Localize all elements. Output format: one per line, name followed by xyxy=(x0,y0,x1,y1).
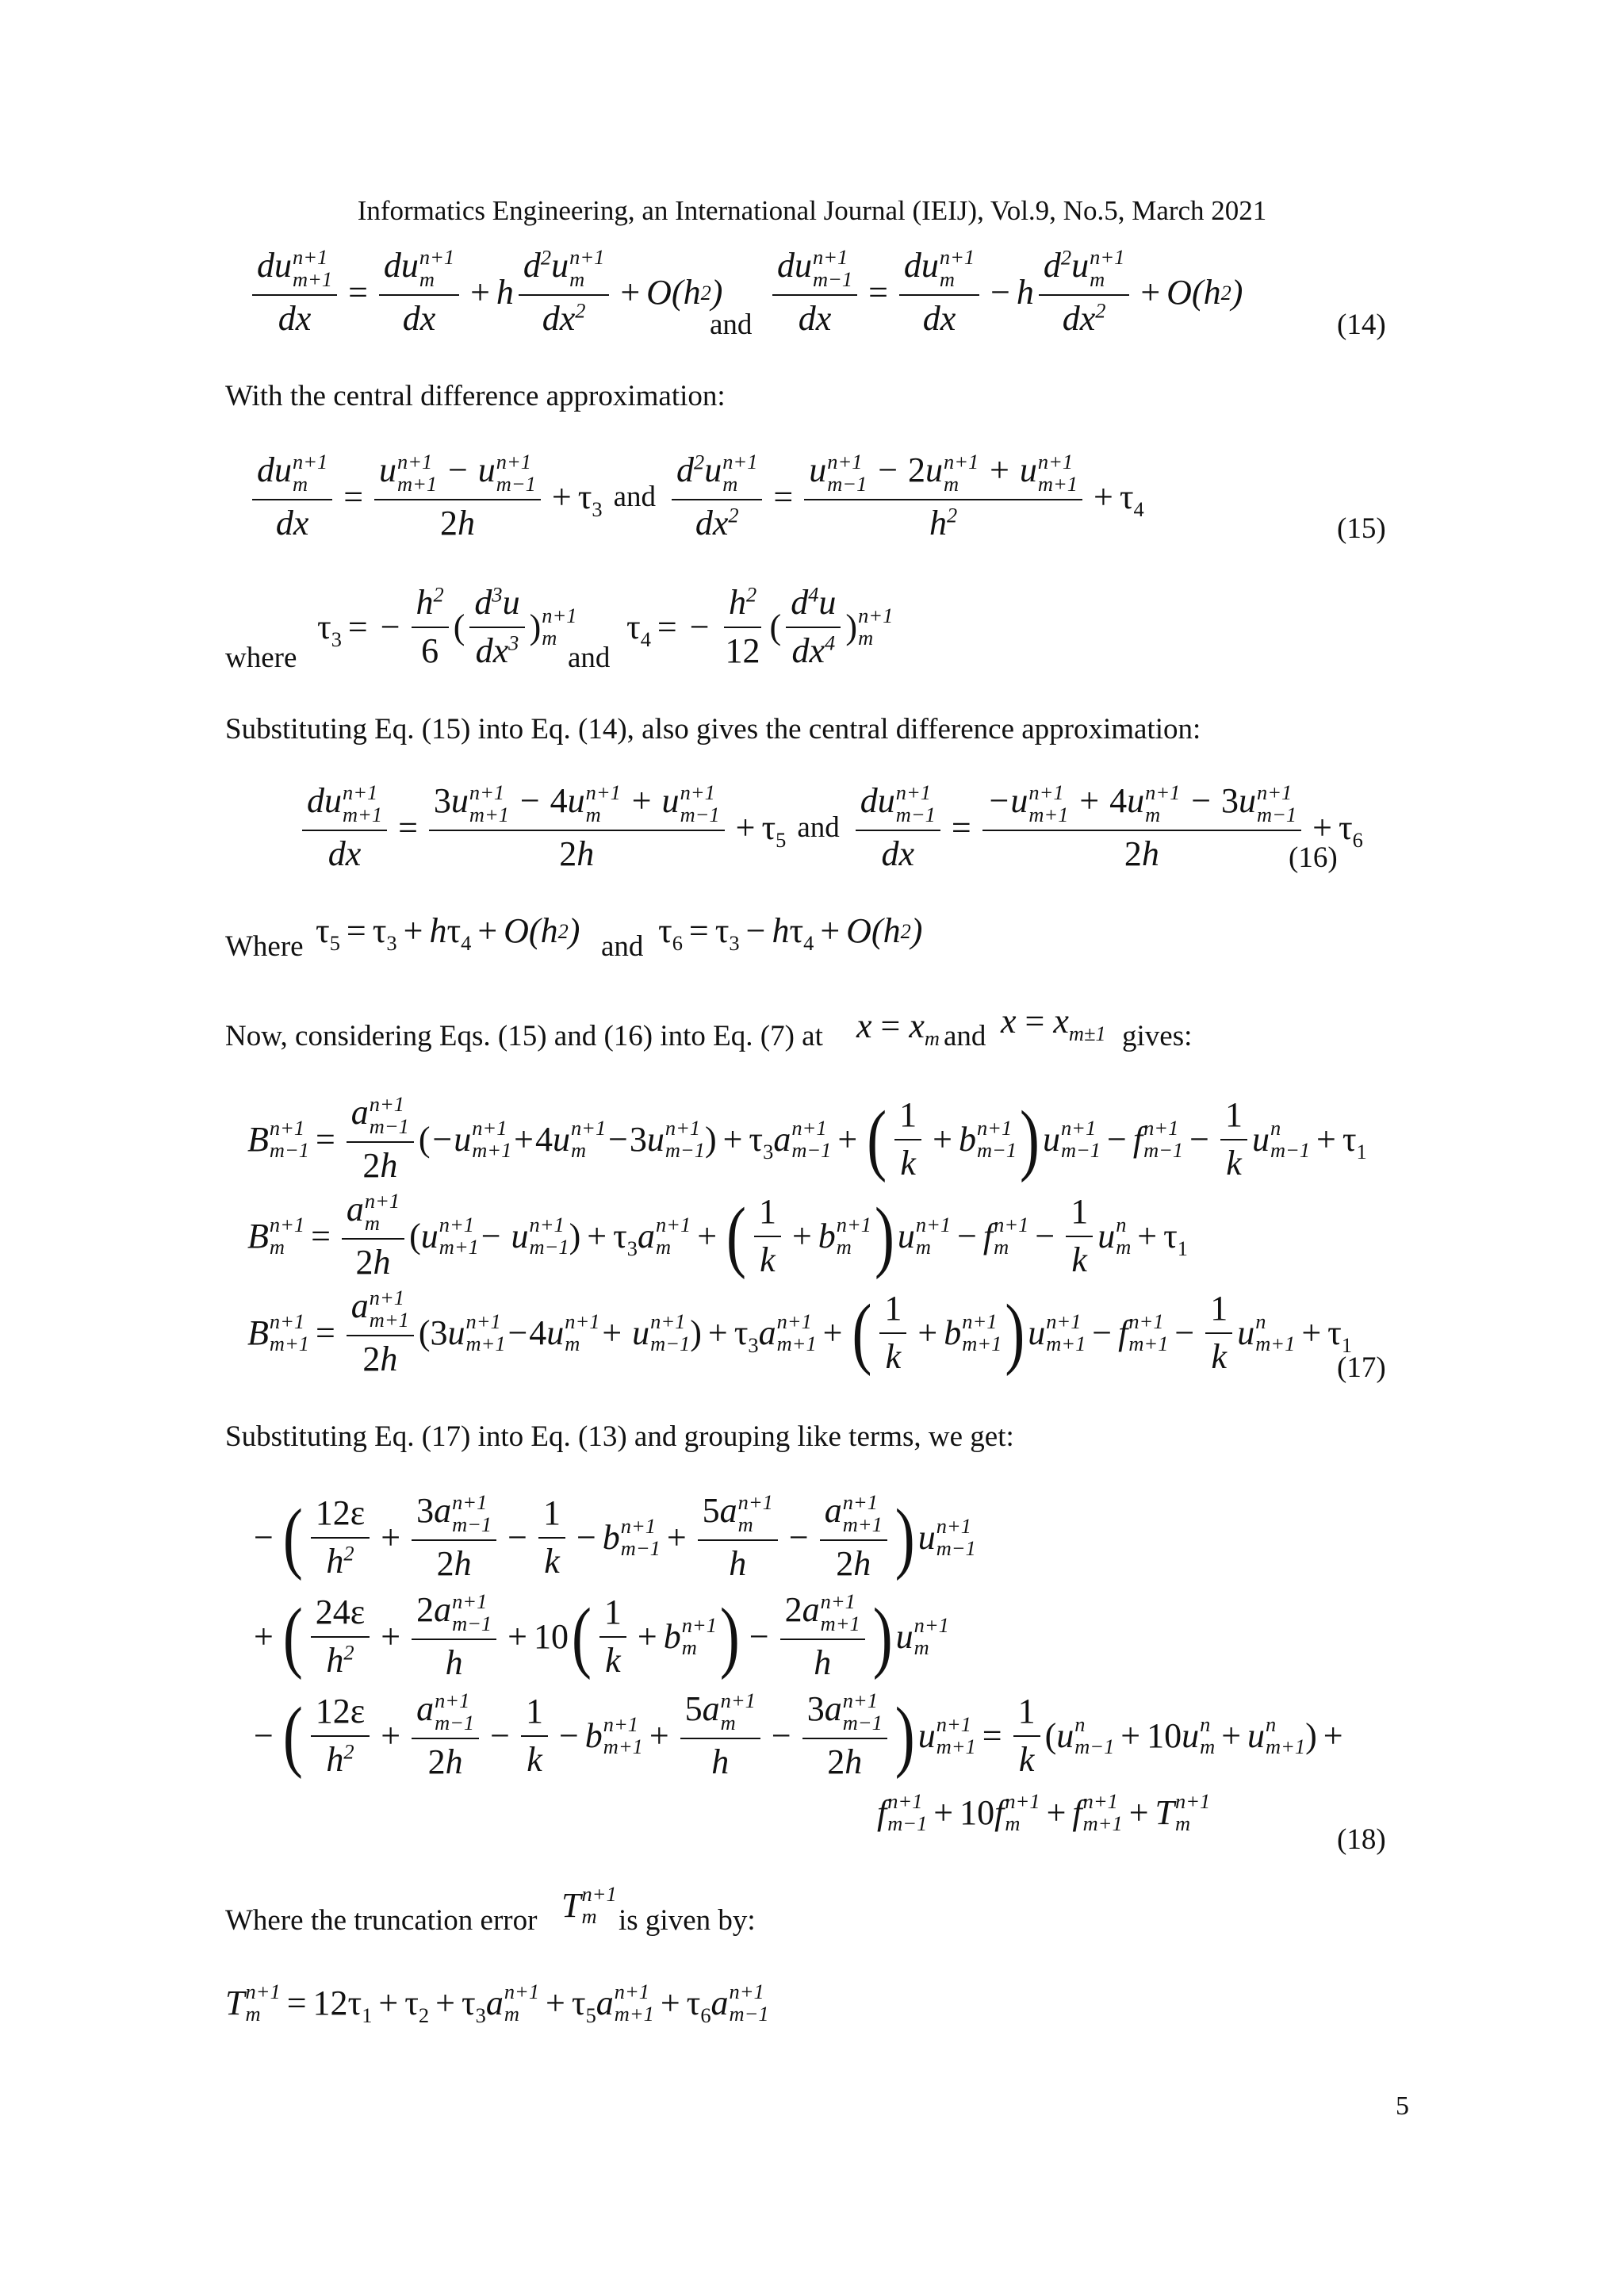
and-text-now: and xyxy=(944,1020,986,1052)
equation-16: du n+1 m+1 dx = 3u n+1 m+1 − 4u n+1 m + u n+1 m−1 2h + $\tau_5$ and du n+1 m−1 dx = −u n+1 m+1 + 4u n+1 m − 3u n+1 m−1 2h + $\tau_6$ xyxy=(297,781,1363,874)
equation-number-18: (18) xyxy=(1337,1823,1386,1856)
and-text-15: and xyxy=(613,481,657,514)
tau4-definition: $\tau_4$ = − $\frac{h^2}{12}$ ( $\frac{d^4u}{dx^4}$ ) n+1 m xyxy=(626,582,894,670)
equation-15: du n+1 m dx = u n+1 m+1 − u n+1 m−1 2h + $\tau_3$ and $d^2u$ n+1 m $dx^2$ = u n+1 m−1 − 2u n+1 m + u n+1 m+1 $h^2$ + $\tau_4$ xyxy=(247,450,1144,543)
and-text-14: and xyxy=(710,309,753,341)
equation-17-row-1: B n+1 m−1 = a n+1 m−1 2h ( −u n+1 m+1 + 4 u n+1 m − 3 u n+1 m−1 ) + $\tau_3$ a n+1 m−1 + ( $\frac{1}{k}$ + b n+1 m−1 ) u n+1 m−1 − f n+1 m−1 − $\frac{1}{k}$ u n m−1 + $\tau_1$ xyxy=(247,1092,1367,1185)
paragraph-central-difference: With the central difference approximation: xyxy=(225,380,726,412)
equation-number-17: (17) xyxy=(1337,1351,1386,1384)
equation-17-row-3: B n+1 m+1 = a n+1 m+1 2h (3 u n+1 m+1 − 4 u n+1 m + u n+1 m−1 ) + $\tau_3$ a n+1 m+1 + ( $\frac{1}{k}$ + b n+1 m+1 ) u n+1 m+1 − f n+1 m+1 − $\frac{1}{k}$ u n m+1 + $\tau_1$ xyxy=(247,1286,1353,1378)
paragraph-substituting-15-14: Substituting Eq. (15) into Eq. (14), also gives the central difference approximation: xyxy=(225,713,1201,746)
paragraph-truncation-error: Where the truncation error xyxy=(225,1904,538,1937)
T-symbol: T n+1 m xyxy=(561,1882,617,1928)
page-number: 5 xyxy=(1396,2091,1409,2121)
x-equals-xm-pm1: $x = x_{m\pm 1}$ xyxy=(1001,1002,1106,1045)
equation-18-row-2: + ( $\frac{24\varepsilon}{h^2}$ + 2a n+1 m−1 h + 10 ( $\frac{1}{k}$ + b n+1 m ) − 2a n+1 m+1 h ) u n+1 m xyxy=(254,1589,949,1682)
running-header: Informatics Engineering, an International Journal (IEIJ), Vol.9, No.5, March 2021 xyxy=(357,195,1267,226)
and-text-tau56: and xyxy=(601,930,644,963)
and-text-tau: and xyxy=(568,642,611,674)
tau6-definition: $\tau_6$ = $\tau_3$ − h $\tau_4$ + O(h 2 ) xyxy=(658,911,923,955)
equation-14-left: du n+1 m+1 dx = du n+1 m dx + h $d^2u$ n+1 m $dx^2$ + O(h 2 ) xyxy=(247,246,722,339)
where-capital-text: Where xyxy=(225,930,304,963)
gives-text: gives: xyxy=(1122,1020,1193,1052)
equation-17-row-2: B n+1 m = a n+1 m 2h ( u n+1 m+1 − u n+1 m−1 ) + $\tau_3$ a n+1 m + ( $\frac{1}{k}$ + b n+1 m ) u n+1 m − f n+1 m − $\frac{1}{k}$ u n m + $\tau_1$ xyxy=(247,1189,1188,1282)
truncation-error-equation: T n+1 m = $12\tau_1$ + $\tau_2$ + $\tau_3$ a n+1 m + $\tau_5$ a n+1 m+1 + $\tau_6$ a n+1 m−1 xyxy=(225,1980,769,2028)
tau3-definition: $\tau_3$ = − $\frac{h^2}{6}$ ( $\frac{d^3u}{dx^3}$ ) n+1 m xyxy=(317,582,577,670)
paragraph-now-considering: Now, considering Eqs. (15) and (16) into Eq. (7) at xyxy=(225,1020,823,1052)
equation-18-row-4: f n+1 m−1 + 10 f n+1 m + f n+1 m+1 + T n+1 m xyxy=(877,1789,1211,1835)
tau5-definition: $\tau_5$ = $\tau_3$ + h $\tau_4$ + O(h 2 ) xyxy=(316,911,580,955)
is-given-by-text: is given by: xyxy=(619,1904,756,1937)
equation-number-16: (16) xyxy=(1289,841,1338,874)
equation-18-row-1: − ( $\frac{12\varepsilon}{h^2}$ + 3a n+1 m−1 2h − $\frac{1}{k}$ − b n+1 m−1 + 5a n+1 m h − a n+1 m+1 2h ) u n+1 m−1 xyxy=(254,1490,976,1583)
equation-18-row-3: − ( $\frac{12\varepsilon}{h^2}$ + a n+1 m−1 2h − $\frac{1}{k}$ − b n+1 m+1 + 5a n+1 m h − 3a n+1 m−1 2h ) u n+1 m+1 = $\frac{1}{k}$ ( u n m−1 + 10 u n m + u n m+1 ) + xyxy=(254,1688,1343,1781)
and-text-16: and xyxy=(797,811,840,845)
equation-14-right: du n+1 m−1 dx = du n+1 m dx − h $d^2u$ n+1 m $dx^2$ + O(h 2 ) xyxy=(768,246,1243,339)
where-text: where xyxy=(225,642,297,674)
x-equals-xm: $x = x_m$ xyxy=(856,1006,940,1050)
paragraph-substituting-17-13: Substituting Eq. (17) into Eq. (13) and grouping like terms, we get: xyxy=(225,1420,1014,1453)
equation-number-15: (15) xyxy=(1337,512,1386,545)
equation-number-14: (14) xyxy=(1337,309,1386,341)
